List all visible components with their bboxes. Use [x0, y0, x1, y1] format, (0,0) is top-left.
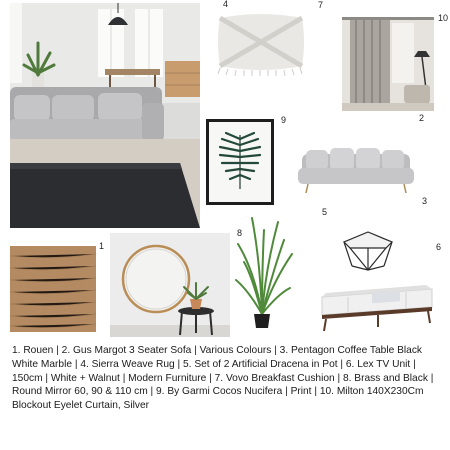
coffee-table-image [340, 230, 396, 272]
label-7: 7 [318, 0, 324, 10]
dracena-plant-image [234, 210, 294, 330]
sofa-image [298, 146, 414, 194]
label-10: 10 [438, 13, 449, 23]
cushion-image [214, 8, 308, 76]
palm-print-image [206, 119, 274, 205]
mirror-image [110, 233, 230, 337]
label-9: 9 [281, 115, 287, 125]
label-8: 8 [237, 228, 243, 238]
label-2: 2 [419, 113, 425, 123]
living-room-photo [10, 3, 200, 228]
label-1: 1 [99, 241, 105, 251]
product-caption: 1. Rouen | 2. Gus Margot 3 Seater Sofa | Various Colours | 3. Pentagon Coffee Table Black White Marble | 4. Sierra Weave Rug | 5. Set of 2 Artificial Dracena in Pot | 6. Lex TV Unit | 150cm | White + Walnut | Modern Furniture | 7. Vovo Breakfast Cushion | 8. Brass and Black | Round Mirror 60, 90 & 110 cm | 9. By Garmi Cocos Nucifera | Print | 10. Milton 140X230Cm Blockout Eyelet Curtain, Silver [12, 345, 434, 412]
label-6: 6 [436, 242, 442, 252]
label-4: 4 [223, 0, 229, 9]
label-3: 3 [422, 196, 428, 206]
wood-sample-image [10, 246, 96, 332]
tv-unit-image [318, 283, 436, 335]
curtain-image [342, 17, 434, 111]
label-5: 5 [322, 207, 328, 217]
